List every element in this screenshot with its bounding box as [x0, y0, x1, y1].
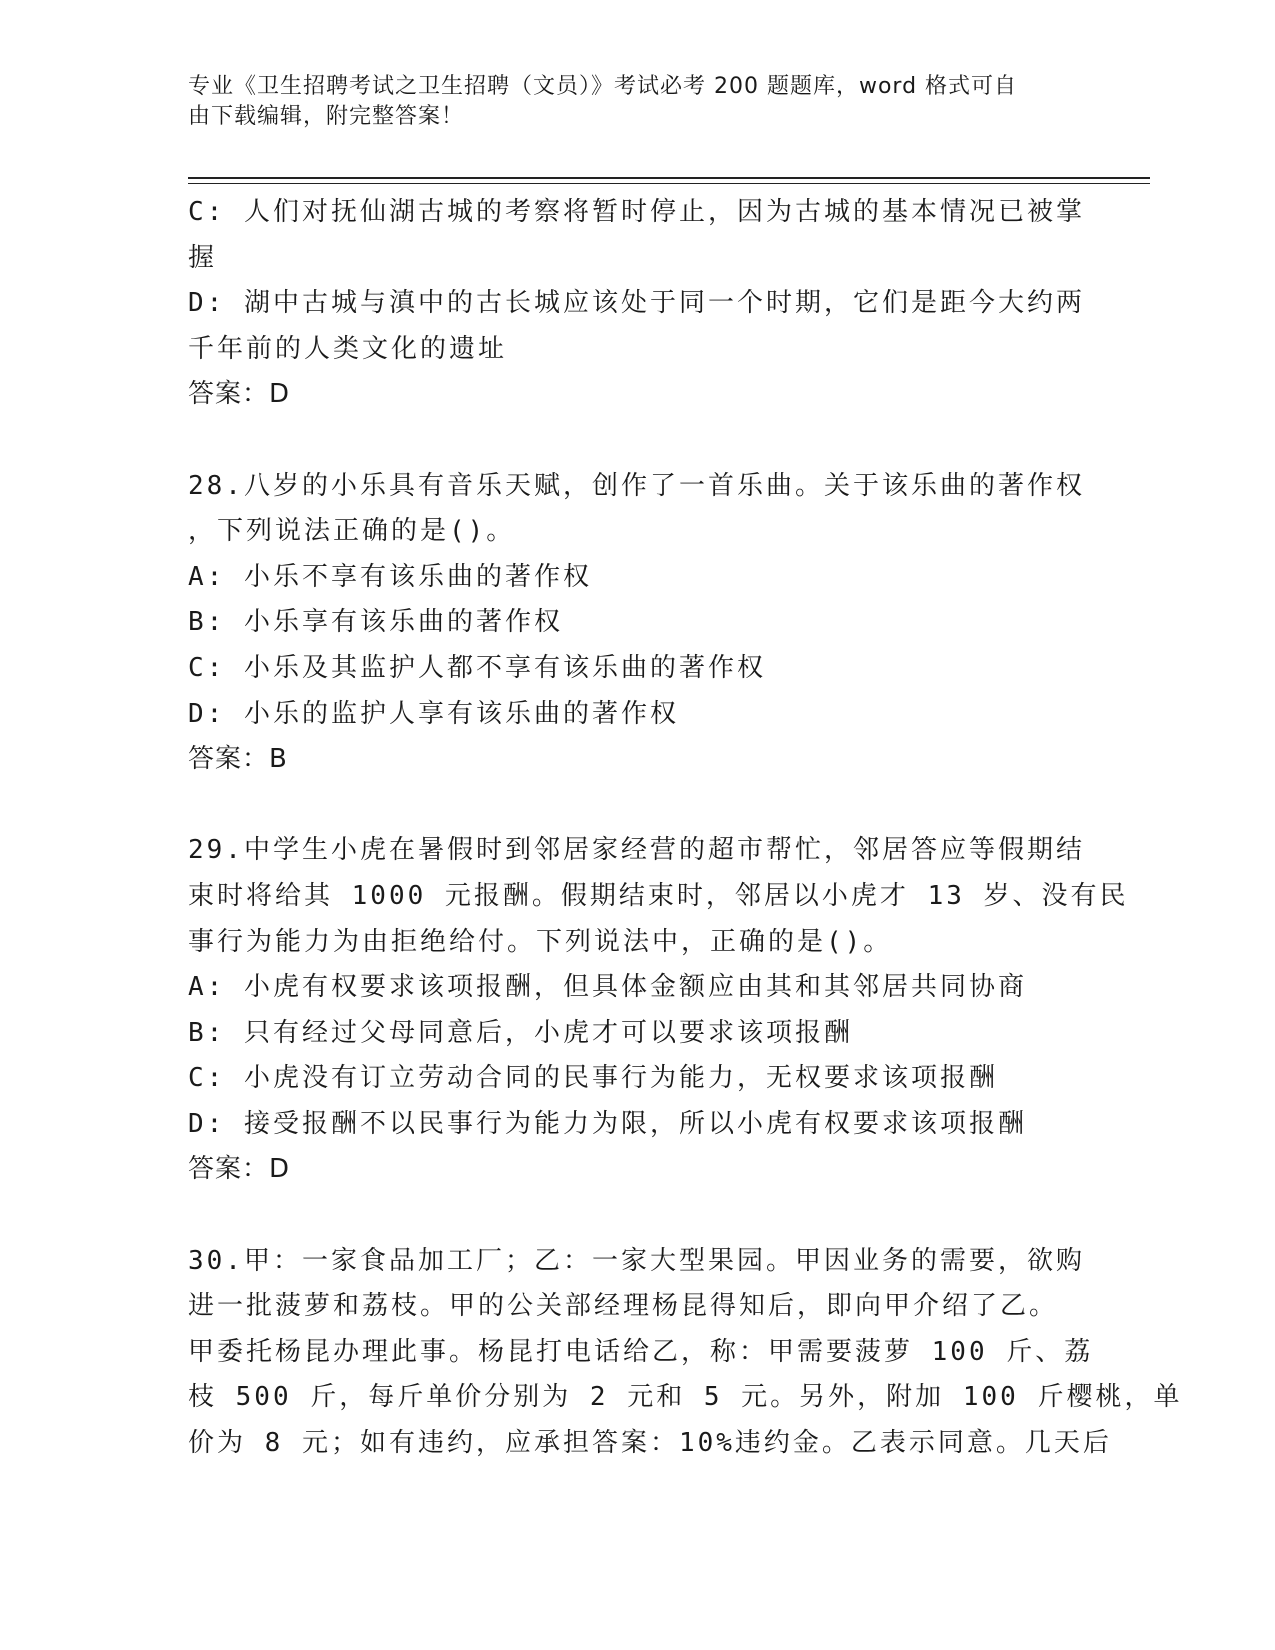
document-header [188, 72, 1088, 132]
option-d-line-2: 千年前的人类文化的遗址 [188, 333, 508, 364]
question-stem-line-5: 价为 8 元；如有违约，应承担答案：10%违约金。乙表示同意。几天后 [188, 1428, 1112, 1459]
option-d: D: 小乐的监护人享有该乐曲的著作权 [188, 698, 679, 729]
header-line-2: 由下载编辑，附完整答案！ [188, 104, 465, 129]
question-stem-line-2: 束时将给其 1000 元报酬。假期结束时，邻居以小虎才 13 岁、没有民 [188, 880, 1129, 911]
question-stem-line-2: 进一批菠萝和荔枝。甲的公关部经理杨昆得知后，即向甲介绍了乙。 [188, 1291, 1059, 1322]
option-b: B: 小乐享有该乐曲的著作权 [188, 607, 563, 638]
option-c: C: 小乐及其监护人都不享有该乐曲的著作权 [188, 652, 766, 683]
spacer [188, 783, 1088, 829]
option-b: B: 只有经过父母同意后，小虎才可以要求该项报酬 [188, 1017, 853, 1048]
option-c-line-2: 握 [188, 242, 218, 273]
option-d: D: 接受报酬不以民事行为能力为限，所以小虎有权要求该项报酬 [188, 1108, 1027, 1139]
question-stem-line-4: 枝 500 斤，每斤单价分别为 2 元和 5 元。另外，附加 100 斤樱桃，单 [188, 1382, 1183, 1413]
answer-line: 答案：D [188, 379, 291, 410]
question-stem-line-3: 甲委托杨昆办理此事。杨昆打电话给乙，称：甲需要菠萝 100 斤、荔 [188, 1336, 1094, 1367]
answer-line: 答案：B [188, 744, 288, 775]
spacer [188, 418, 1088, 464]
option-a: A: 小乐不享有该乐曲的著作权 [188, 561, 592, 592]
question-block-28 [188, 464, 1088, 783]
header-divider-thick [188, 177, 1150, 179]
question-block-27 [188, 190, 1088, 418]
answer-line: 答案：D [188, 1154, 291, 1185]
header-line-1: 专业《卫生招聘考试之卫生招聘（文员）》考试必考 200 题题库，word 格式可自 [188, 74, 1018, 99]
document-body [188, 190, 1183, 1467]
question-stem-line-1: 28.八岁的小乐具有音乐天赋，创作了一首乐曲。关于该乐曲的著作权 [188, 470, 1085, 501]
question-block-29 [188, 828, 1129, 1193]
question-block-30 [188, 1239, 1183, 1467]
spacer [188, 1193, 1088, 1239]
option-d-line-1: D: 湖中古城与滇中的古长城应该处于同一个时期，它们是距今大约两 [188, 288, 1085, 319]
option-c-line-1: C: 人们对抚仙湖古城的考察将暂时停止，因为古城的基本情况已被掌 [188, 197, 1085, 227]
question-stem-line-1: 29.中学生小虎在暑假时到邻居家经营的超市帮忙，邻居答应等假期结 [188, 835, 1085, 866]
header-divider-thin [188, 183, 1150, 184]
option-c: C: 小虎没有订立劳动合同的民事行为能力，无权要求该项报酬 [188, 1063, 998, 1094]
question-stem-line-1: 30.甲：一家食品加工厂；乙：一家大型果园。甲因业务的需要，欲购 [188, 1245, 1085, 1276]
option-a: A: 小虎有权要求该项报酬，但具体金额应由其和其邻居共同协商 [188, 972, 1027, 1003]
question-stem-line-2: ，下列说法正确的是()。 [188, 516, 516, 547]
question-stem-line-3: 事行为能力为由拒绝给付。下列说法中，正确的是()。 [188, 926, 893, 957]
